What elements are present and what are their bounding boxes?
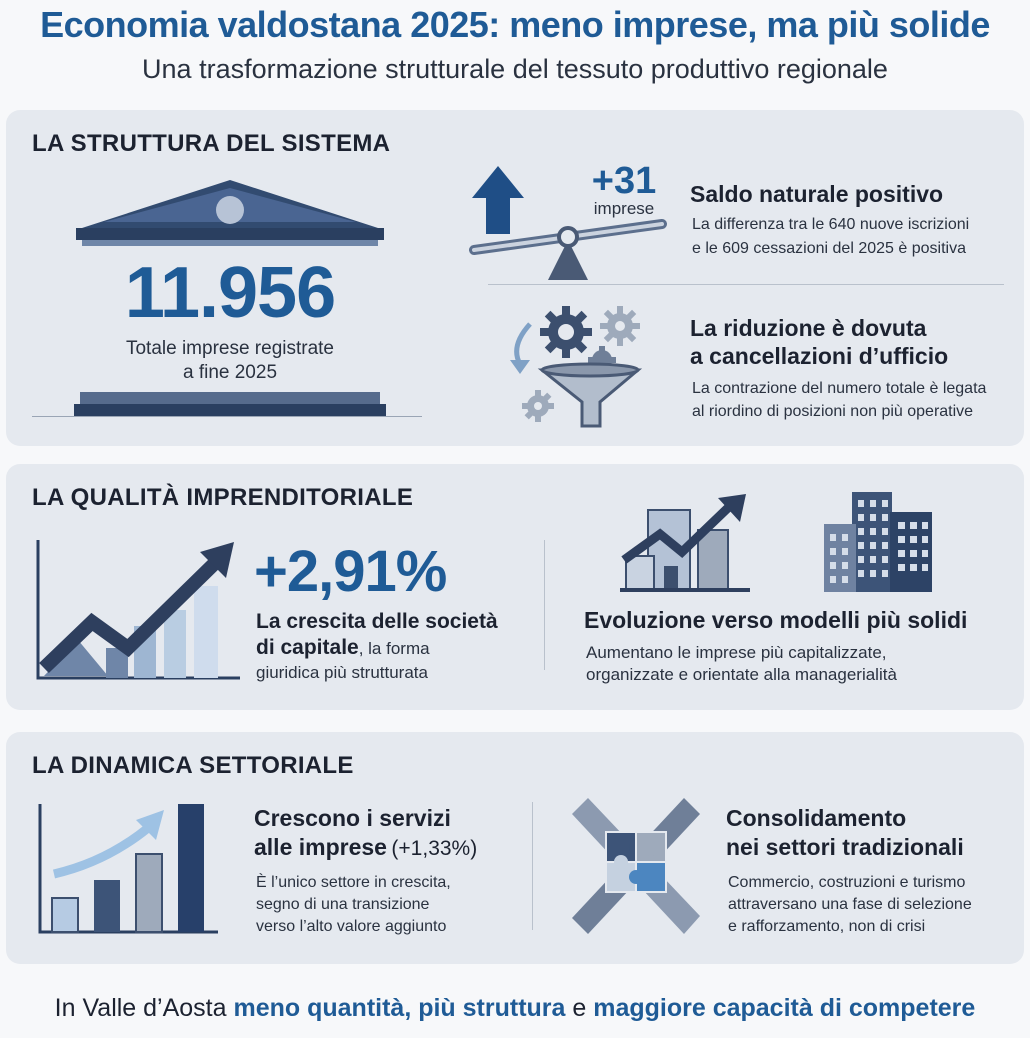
reduction-title-line2: a cancellazioni d’ufficio	[690, 343, 949, 369]
footer-middle: e	[565, 994, 594, 1022]
growth-bold-line2: di capitale	[256, 636, 359, 659]
reduction-title-line1: La riduzione è dovuta	[690, 315, 927, 341]
services-text-line1: È l’unico settore in crescita,	[256, 874, 451, 891]
balance-text-line1: La differenza tra le 640 nuove iscrizioni	[692, 216, 970, 233]
consolidation-text-line2: attraversano una fase di selezione	[728, 896, 972, 913]
page-title: Economia valdostana 2025: meno imprese, ma più solide	[40, 4, 990, 45]
reduction-text-line1: La contrazione del numero totale è legata	[692, 380, 987, 397]
services-text-line3: verso l’alto valore aggiunto	[256, 918, 447, 935]
quality-heading: LA QUALITÀ IMPRENDITORIALE	[32, 484, 414, 511]
quality-panel	[6, 464, 1024, 710]
total-caption-line2: a fine 2025	[182, 362, 278, 383]
consolidation-text-line3: e rafforzamento, non di crisi	[728, 918, 926, 935]
balance-value: +31	[591, 160, 657, 202]
page-subtitle: Una trasformazione strutturale del tessuto produttivo regionale	[142, 54, 888, 84]
structure-left-baseline	[32, 416, 422, 417]
total-caption-line1: Totale imprese registrate	[125, 338, 335, 359]
footer-prefix: In Valle d’Aosta	[54, 994, 234, 1022]
structure-right-divider	[488, 284, 1004, 285]
office-buildings-icon	[824, 490, 936, 594]
footer-highlight-1: meno quantità, più struttura	[233, 994, 566, 1022]
services-title-line1: Crescono i servizi	[254, 805, 451, 831]
services-bar-chart-icon	[36, 802, 220, 934]
services-title-line2	[254, 833, 477, 865]
quality-divider	[544, 540, 545, 670]
balance-title: Saldo naturale positivo	[690, 181, 944, 207]
growth-line2	[256, 636, 430, 660]
sectors-panel	[6, 732, 1024, 964]
puzzle-consolidation-icon	[568, 798, 704, 938]
evolution-text-line1: Aumentano le imprese più capitalizzate,	[586, 643, 887, 662]
sectors-heading: LA DINAMICA SETTORIALE	[32, 752, 354, 779]
consolidation-title-line2: nei settori tradizionali	[726, 834, 964, 860]
growth-rest-line2: , la forma	[358, 639, 430, 658]
structure-heading: LA STRUTTURA DEL SISTEMA	[32, 130, 391, 157]
growth-bold-line1: La crescita delle società	[256, 610, 498, 633]
reduction-text-line2: al riordino di posizioni non più operative	[692, 403, 974, 420]
footer-highlight-2: maggiore capacità di competere	[593, 994, 976, 1022]
services-value: (+1,33%)	[391, 837, 478, 860]
footer-conclusion	[0, 994, 1030, 1023]
balance-text-line2: e le 609 cessazioni del 2025 è positiva	[692, 240, 966, 257]
structure-panel	[6, 110, 1024, 446]
total-companies-value: 11.956	[124, 253, 336, 333]
balance-unit: imprese	[593, 199, 655, 218]
sectors-divider	[532, 802, 533, 930]
consolidation-text-line1: Commercio, costruzioni e turismo	[728, 874, 966, 891]
services-text-line2: segno di una transizione	[256, 896, 430, 913]
evolution-text-line2: organizzate e orientate alla managerialità	[586, 665, 897, 684]
rising-chart-icon	[34, 536, 244, 684]
growth-value: +2,91%	[254, 539, 447, 604]
consolidation-title-line1: Consolidamento	[726, 805, 907, 831]
evolution-title: Evoluzione verso modelli più solidi	[584, 607, 968, 633]
gears-funnel-icon	[502, 302, 650, 430]
growth-text-line3: giuridica più strutturata	[256, 663, 428, 682]
services-title-line2-text: alle imprese	[254, 834, 387, 860]
growth-building-icon	[620, 494, 750, 592]
